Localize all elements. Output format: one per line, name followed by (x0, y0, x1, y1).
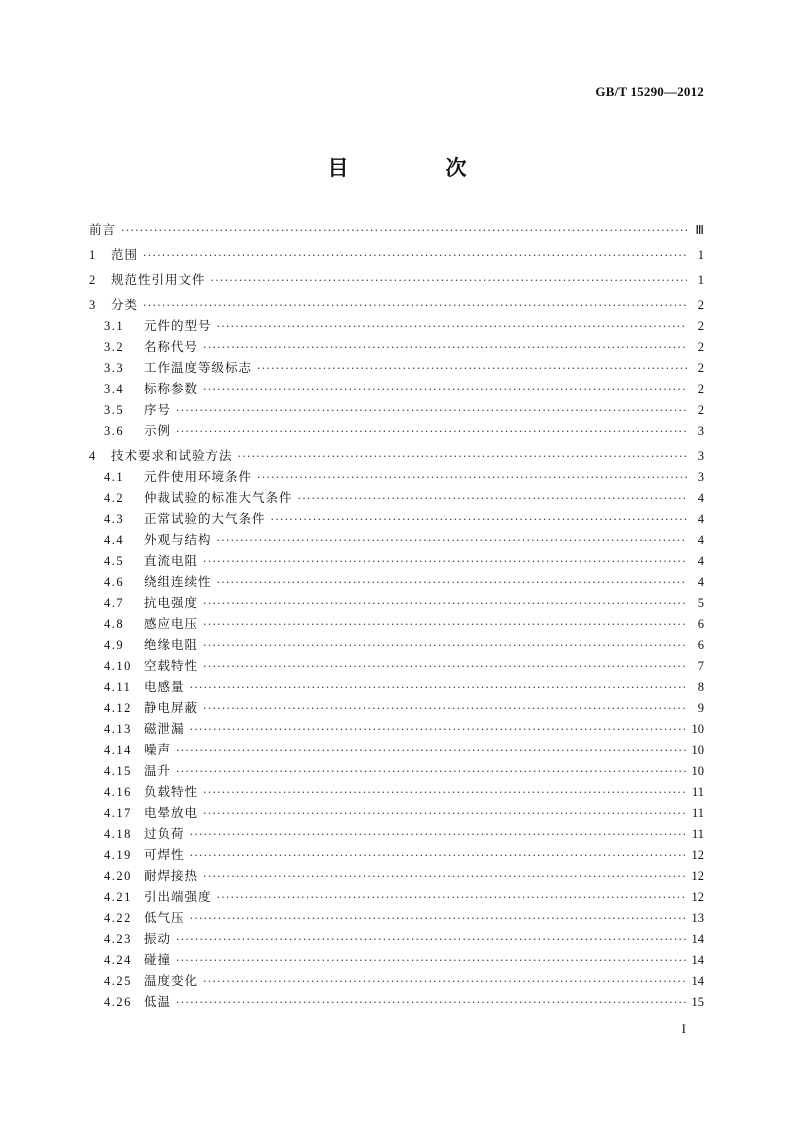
toc-entry-title: 碰撞 (144, 952, 172, 967)
toc-entry-number: 3.1 (104, 319, 125, 333)
toc-entry-number: 4.4 (104, 533, 125, 547)
toc-leader-dots (176, 400, 687, 421)
toc-entry-title: 温升 (144, 763, 172, 778)
toc-leader-dots (143, 245, 687, 266)
toc-entry[interactable] (89, 508, 704, 529)
toc-leader-dots (217, 887, 687, 908)
toc-entry-number: 3 (89, 298, 97, 312)
toc-entry-page: 6 (697, 617, 704, 631)
toc-entry-title: 元件的型号 (144, 318, 212, 333)
toc-entry-page: 4 (697, 575, 704, 589)
toc-entry-title: 感应电压 (144, 616, 199, 631)
toc-entry-page: Ⅲ (695, 223, 704, 237)
toc-entry[interactable] (89, 244, 704, 265)
toc-leader-dots (176, 761, 686, 782)
toc-entry-number: 4.1 (104, 470, 125, 484)
toc-entry[interactable] (89, 378, 704, 399)
toc-entry-number: 4.2 (104, 491, 125, 505)
toc-entry-title: 振动 (144, 931, 172, 946)
toc-entry-title: 绝缘电阻 (144, 637, 199, 652)
toc-entry[interactable] (89, 781, 704, 802)
toc-leader-dots (203, 782, 687, 803)
toc-entry[interactable] (89, 592, 704, 613)
toc-entry-number: 4.20 (104, 869, 132, 883)
toc-entry-page: 14 (691, 932, 704, 946)
toc-entry-title: 元件使用环境条件 (144, 469, 253, 484)
toc-leader-dots (298, 488, 687, 509)
toc-entry-page: 11 (691, 785, 704, 799)
toc-entry-number: 4.6 (104, 575, 125, 589)
toc-entry-number: 4.7 (104, 596, 125, 610)
toc-entry[interactable] (89, 949, 704, 970)
toc-entry[interactable] (89, 399, 704, 420)
toc-entry-title: 温度变化 (144, 973, 199, 988)
toc-entry-number: 4.19 (104, 848, 132, 862)
toc-entry-page: 11 (691, 827, 704, 841)
toc-entry-number: 4.5 (104, 554, 125, 568)
toc-entry[interactable] (89, 487, 704, 508)
toc-leader-dots (203, 614, 687, 635)
toc-entry-page: 10 (691, 764, 704, 778)
toc-entry-page: 14 (691, 953, 704, 967)
toc-entry-page: 14 (691, 974, 704, 988)
page-number: I (681, 1021, 686, 1036)
toc-entry-page: 2 (697, 382, 704, 396)
toc-entry-title: 负载特性 (144, 784, 199, 799)
toc-entry-page: 4 (697, 554, 704, 568)
toc-leader-dots (143, 295, 687, 316)
toc-entry[interactable] (89, 697, 704, 718)
toc-entry-page: 7 (697, 659, 704, 673)
toc-leader-dots (203, 551, 687, 572)
toc-leader-dots (257, 358, 687, 379)
toc-entry[interactable] (89, 219, 704, 240)
toc-entry-number: 4.15 (104, 764, 132, 778)
toc-entry-number: 4 (89, 449, 97, 463)
toc-entry-title: 正常试验的大气条件 (144, 511, 266, 526)
toc-entry[interactable] (89, 655, 704, 676)
toc-entry-number: 4.11 (104, 680, 132, 694)
table-of-contents (89, 219, 704, 1012)
toc-entry-number: 3.4 (104, 382, 125, 396)
page-title: 目 次 (327, 156, 505, 180)
toc-entry-title: 技术要求和试验方法 (111, 448, 233, 463)
toc-entry-page: 15 (691, 995, 704, 1009)
toc-entry-title: 标称参数 (144, 381, 199, 396)
toc-entry[interactable] (89, 357, 704, 378)
toc-entry-page: 3 (697, 424, 704, 438)
toc-entry-title: 前言 (89, 222, 117, 237)
toc-leader-dots (203, 593, 687, 614)
toc-entry[interactable] (89, 823, 704, 844)
toc-entry-title: 绕组连续性 (144, 574, 212, 589)
toc-leader-dots (203, 866, 686, 887)
toc-entry-title: 低气压 (144, 910, 185, 925)
toc-entry-title: 序号 (144, 402, 172, 417)
toc-entry-number: 4.26 (104, 995, 132, 1009)
toc-entry[interactable] (89, 613, 704, 634)
toc-entry[interactable] (89, 445, 704, 466)
toc-entry-page: 10 (691, 743, 704, 757)
toc-entry-title: 电晕放电 (144, 805, 199, 820)
toc-entry-number: 4.23 (104, 932, 132, 946)
toc-entry-number: 2 (89, 273, 97, 287)
toc-leader-dots (190, 845, 687, 866)
toc-entry-number: 4.13 (104, 722, 132, 736)
toc-entry-number: 4.10 (104, 659, 132, 673)
toc-entry-title: 范围 (111, 247, 139, 262)
toc-entry-page: 2 (697, 403, 704, 417)
toc-entry-title: 规范性引用文件 (111, 272, 206, 287)
toc-entry-title: 耐焊接热 (144, 868, 199, 883)
toc-entry-page: 13 (691, 911, 704, 925)
toc-leader-dots (176, 740, 686, 761)
toc-entry-number: 4.25 (104, 974, 132, 988)
toc-entry-number: 4.3 (104, 512, 125, 526)
toc-leader-dots (203, 971, 686, 992)
toc-entry[interactable] (89, 718, 704, 739)
toc-entry[interactable] (89, 676, 704, 697)
toc-entry[interactable] (89, 634, 704, 655)
toc-leader-dots (271, 509, 687, 530)
toc-entry-title: 低温 (144, 994, 172, 1009)
toc-entry-title: 外观与结构 (144, 532, 212, 547)
toc-entry-title: 名称代号 (144, 339, 199, 354)
toc-entry-number: 4.17 (104, 806, 132, 820)
toc-entry[interactable] (89, 315, 704, 336)
toc-entry-page: 4 (697, 533, 704, 547)
toc-leader-dots (217, 316, 687, 337)
toc-leader-dots (257, 467, 687, 488)
toc-entry-page: 12 (691, 848, 704, 862)
toc-entry[interactable] (89, 928, 704, 949)
toc-leader-dots (203, 635, 687, 656)
toc-leader-dots (176, 421, 687, 442)
toc-leader-dots (190, 908, 687, 929)
toc-entry-page: 2 (697, 319, 704, 333)
toc-entry-page: 9 (697, 701, 704, 715)
toc-entry-page: 5 (697, 596, 704, 610)
toc-entry-number: 4.22 (104, 911, 132, 925)
toc-entry-title: 示例 (144, 423, 172, 438)
toc-entry-number: 4.12 (104, 701, 132, 715)
toc-entry[interactable] (89, 844, 704, 865)
toc-leader-dots (190, 824, 687, 845)
toc-leader-dots (190, 677, 687, 698)
toc-entry-number: 4.18 (104, 827, 132, 841)
toc-entry[interactable] (89, 865, 704, 886)
toc-entry-number: 3.6 (104, 424, 125, 438)
toc-entry[interactable] (89, 269, 704, 290)
toc-leader-dots (238, 446, 687, 467)
toc-entry-page: 4 (697, 512, 704, 526)
toc-entry-number: 4.8 (104, 617, 125, 631)
toc-entry-title: 空载特性 (144, 658, 199, 673)
toc-leader-dots (217, 572, 687, 593)
toc-entry-number: 3.3 (104, 361, 125, 375)
toc-leader-dots (203, 803, 687, 824)
toc-entry-title: 静电屏蔽 (144, 700, 199, 715)
toc-entry-number: 4.21 (104, 890, 132, 904)
toc-entry-title: 可焊性 (144, 847, 185, 862)
toc-entry-title: 引出端强度 (144, 889, 212, 904)
toc-entry[interactable] (89, 420, 704, 441)
toc-leader-dots (176, 992, 686, 1013)
toc-entry-number: 4.14 (104, 743, 132, 757)
toc-entry-title: 抗电强度 (144, 595, 199, 610)
toc-entry-page: 6 (697, 638, 704, 652)
toc-entry-title: 过负荷 (144, 826, 185, 841)
toc-leader-dots (203, 656, 687, 677)
toc-entry-page: 2 (697, 361, 704, 375)
toc-entry[interactable] (89, 336, 704, 357)
toc-entry[interactable] (89, 760, 704, 781)
toc-entry[interactable] (89, 886, 704, 907)
toc-entry-title: 直流电阻 (144, 553, 199, 568)
toc-entry-page: 12 (691, 869, 704, 883)
toc-entry[interactable] (89, 529, 704, 550)
toc-entry-page: 3 (697, 449, 704, 463)
toc-entry-title: 电感量 (144, 679, 185, 694)
toc-entry-page: 10 (691, 722, 704, 736)
toc-entry[interactable] (89, 466, 704, 487)
toc-entry-number: 4.16 (104, 785, 132, 799)
toc-entry[interactable] (89, 571, 704, 592)
toc-leader-dots (203, 379, 687, 400)
toc-entry-title: 仲裁试验的标准大气条件 (144, 490, 293, 505)
toc-entry[interactable] (89, 991, 704, 1012)
toc-entry-number: 3.5 (104, 403, 125, 417)
toc-entry-page: 11 (691, 806, 704, 820)
toc-entry-page: 1 (697, 273, 704, 287)
toc-entry[interactable] (89, 907, 704, 928)
toc-entry-number: 3.2 (104, 340, 125, 354)
toc-entry[interactable] (89, 970, 704, 991)
toc-entry-page: 3 (697, 470, 704, 484)
toc-entry-page: 12 (691, 890, 704, 904)
toc-leader-dots (176, 929, 686, 950)
toc-entry-page: 1 (697, 248, 704, 262)
toc-entry-number: 4.9 (104, 638, 125, 652)
toc-entry[interactable] (89, 739, 704, 760)
toc-entry-page: 2 (697, 298, 704, 312)
toc-entry[interactable] (89, 802, 704, 823)
toc-leader-dots (217, 530, 687, 551)
toc-leader-dots (176, 950, 686, 971)
toc-entry-page: 2 (697, 340, 704, 354)
toc-entry-page: 4 (697, 491, 704, 505)
toc-entry[interactable] (89, 550, 704, 571)
toc-leader-dots (121, 220, 687, 241)
toc-entry-title: 磁泄漏 (144, 721, 185, 736)
toc-leader-dots (211, 270, 687, 291)
toc-entry-page: 8 (697, 680, 704, 694)
toc-leader-dots (203, 698, 687, 719)
standard-code: GB/T 15290—2012 (595, 84, 704, 99)
toc-entry-number: 1 (89, 248, 97, 262)
toc-entry-title: 噪声 (144, 742, 172, 757)
toc-entry-title: 工作温度等级标志 (144, 360, 253, 375)
toc-entry[interactable] (89, 294, 704, 315)
toc-entry-number: 4.24 (104, 953, 132, 967)
toc-leader-dots (203, 337, 687, 358)
toc-entry-title: 分类 (111, 297, 139, 312)
toc-leader-dots (190, 719, 687, 740)
